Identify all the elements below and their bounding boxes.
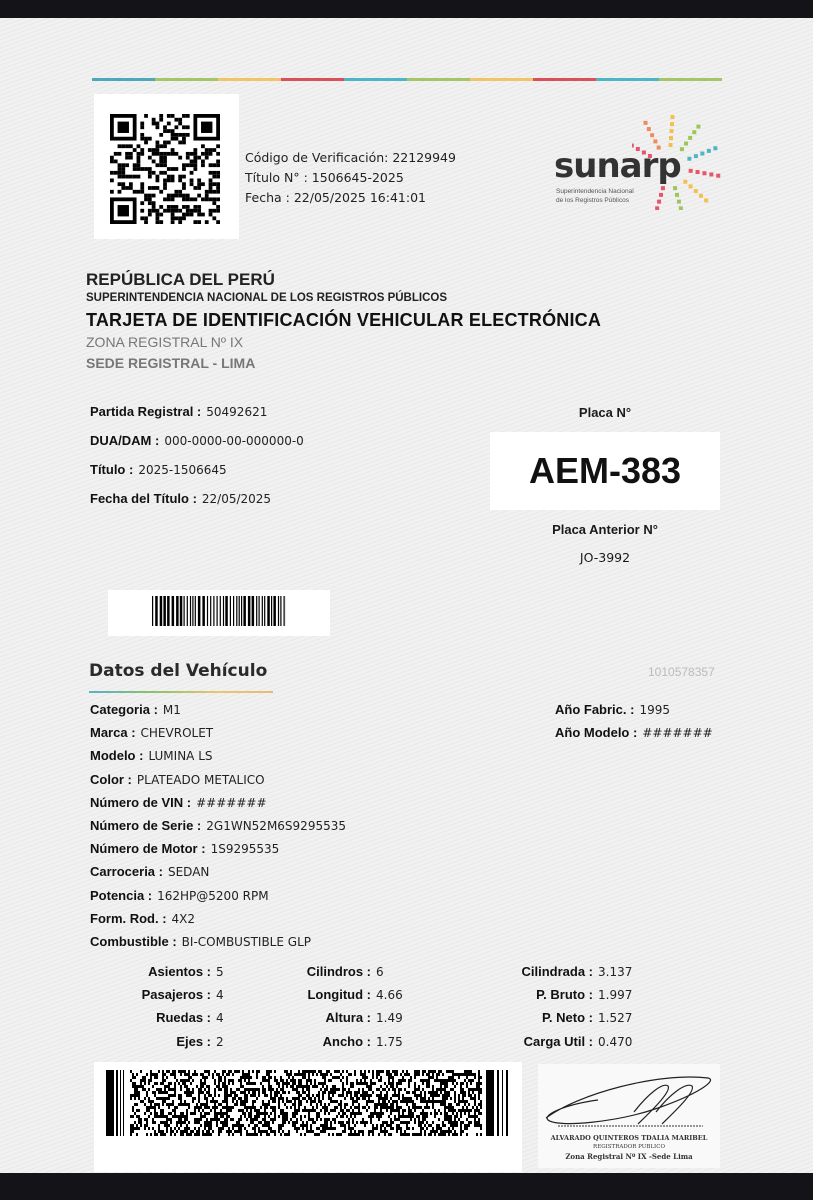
divider-segment [281,78,344,81]
field-value: M1 [162,703,181,717]
signature-icon [538,1064,720,1134]
divider-segment [533,78,596,81]
field-label: P. Neto : [541,1010,593,1026]
field-label: Longitud : [307,987,371,1003]
logo-dot [689,169,693,173]
field-row [266,1034,416,1057]
logo-dot [659,193,663,197]
logo-subtitle: Superintendencia Nacional de los Registros Públicos [556,188,634,204]
verification-code-line: Código de Verificación: 22129949 [245,150,456,165]
field-value: ####### [642,726,713,741]
field-row [90,841,346,864]
field-label: Color : [90,771,132,787]
signatory-role: REGISTRADOR PUBLICO [593,1144,665,1150]
field-label: Ancho : [322,1033,371,1049]
logo-dot [669,136,673,140]
field-label: Cilindros : [306,964,371,979]
logo-dot [709,172,713,176]
divider-segment [470,78,533,81]
field-label: Ejes : [176,1033,211,1049]
signature-block [538,1064,720,1168]
field-label: P. Bruto : [536,987,593,1003]
plate-number: AEM-383 [528,450,682,491]
field-row [555,702,713,725]
section-underline [89,691,273,693]
logo-dot [694,154,698,158]
field-value: 1.997 [598,988,633,1003]
field-value: 3.137 [598,965,633,979]
field-value: 1.49 [376,1011,403,1026]
logo-dot [679,206,683,210]
field-row [90,748,346,771]
field-label: Ruedas : [156,1010,211,1026]
field-row [90,818,346,841]
vehicle-fields [90,702,346,957]
logo-dot [673,186,677,190]
field-label: Modelo : [90,748,144,764]
logo-dot [704,198,708,202]
fecha-value: 22/05/2025 16:41:01 [293,190,426,205]
vehicle-card-document [0,18,813,1173]
year-fields [555,702,713,748]
field-row [90,888,346,911]
office-title: SEDE REGISTRAL - LIMA [86,355,256,371]
specs-col1 [96,964,276,1057]
field-row [90,911,346,934]
field-value: 6 [376,965,384,979]
verification-code: 22129949 [392,150,456,165]
field-label: Número de Motor : [90,841,206,857]
titulo-number: 1506645-2025 [311,170,404,185]
logo-dot [657,200,661,204]
logo-dot [692,130,696,134]
field-row [90,772,346,795]
logo-wordmark: sunarp [554,146,681,186]
qr-code-icon [110,114,220,224]
field-value: BI-COMBUSTIBLE GLP [181,934,311,949]
logo-dot [694,189,698,193]
field-value: 1995 [639,703,670,717]
logo-dot [675,193,679,197]
verification-info [245,148,456,208]
registry-info [90,404,304,520]
field-value: 1S9295535 [210,842,280,857]
registry-row: Partida Registral : 50492621 [90,404,268,419]
field-value: LUMINA LS [148,749,213,764]
field-row [90,934,346,957]
logo-dot [644,121,648,125]
logo-dot [696,125,700,129]
field-label: Año Modelo : [555,725,638,741]
field-row [488,1034,638,1057]
logo-dot [689,184,693,188]
bottom-black-bar [0,1173,813,1200]
logo-dot [700,152,704,156]
field-value: SEDAN [167,865,210,880]
field-label: Número de Serie : [90,817,202,833]
divider-segment [218,78,281,81]
logo-dot [707,149,711,153]
divider-segment [155,78,218,81]
field-value: PLATEADO METALICO [136,772,265,787]
divider-segment [344,78,407,81]
field-label: Número de VIN : [90,794,192,810]
field-value: 2 [216,1034,224,1049]
field-row [488,964,638,987]
field-row [96,1010,276,1033]
field-row [96,1034,276,1057]
divider-segment [92,78,155,81]
pdf417-barcode-box [94,1062,522,1172]
field-value: 1.75 [376,1034,403,1049]
field-label: Altura : [325,1010,371,1026]
logo-dot [716,174,720,178]
registry-row: Fecha del Título : 22/05/2025 [90,491,272,506]
rainbow-divider [92,78,722,81]
registry-row: Título : 2025-1506645 [90,462,227,477]
logo-dot [688,136,692,140]
logo-dot [687,157,691,161]
zone-title: ZONA REGISTRAL Nº IX [86,334,244,350]
divider-segment [659,78,722,81]
field-label: Asientos : [148,964,211,979]
field-label: Carga Util : [523,1033,593,1049]
field-value: 162HP@5200 RPM [157,888,269,903]
logo-dot [670,122,674,126]
field-value: 1.527 [598,1011,633,1026]
signatory-name: ALVARADO QUINTEROS TDALIA MARIBEL [550,1134,708,1142]
field-label: Potencia : [90,887,153,903]
top-black-bar [0,0,813,18]
field-row [90,864,346,887]
logo-dot [647,127,651,131]
divider-segment [407,78,470,81]
field-row [96,964,276,987]
field-value: 4 [216,1011,224,1026]
document-serial: 1010578357 [648,665,715,679]
section-title: Datos del Vehículo [89,661,268,681]
field-label: Carroceria : [90,864,163,880]
logo-dot [670,129,674,133]
previous-plate-label: Placa Anterior N° [552,522,658,537]
logo-dot [677,200,681,204]
field-row [90,702,346,725]
logo-dot [684,142,688,146]
field-value: CHEVROLET [140,726,214,741]
titulo-line: Título N° : 1506645-2025 [245,170,404,185]
field-value: 4.66 [376,988,403,1003]
field-value: 2G1WN52M6S9295535 [206,818,346,833]
divider-segment [596,78,659,81]
field-row [488,987,638,1010]
field-label: Combustible : [90,933,177,949]
plate-label: Placa N° [578,405,632,420]
document-title: TARJETA DE IDENTIFICACIÓN VEHICULAR ELECTRÓNICA [86,310,602,330]
logo-dot [713,146,717,150]
logo-dot [661,186,665,190]
specs-col2 [266,964,416,1057]
field-row [90,795,346,818]
barcode-icon [152,596,286,626]
specs-col3 [488,964,638,1057]
field-row [488,1010,638,1033]
field-row [555,725,713,748]
logo-dot [670,115,674,119]
field-row [96,987,276,1010]
logo-dot [699,194,703,198]
agency-title: SUPERINTENDENCIA NACIONAL DE LOS REGISTROS PÚBLICOS [86,292,448,304]
barcode-box [108,590,330,636]
qr-code-box [94,94,239,239]
logo-dot [696,170,700,174]
logo-dot [702,171,706,175]
field-value: 4X2 [171,911,196,926]
sunarp-logo [552,110,742,210]
field-label: Año Fabric. : [555,702,635,717]
field-row [266,1010,416,1033]
logo-dot [683,180,687,184]
field-value: 0.470 [598,1034,633,1049]
previous-plate-number: JO-3992 [579,550,631,565]
logo-dot [650,133,654,137]
registry-row: DUA/DAM : 000-0000-00-000000-0 [90,433,304,448]
field-label: Marca : [90,725,136,741]
field-label: Cilindrada : [521,964,593,979]
field-row [266,987,416,1010]
signatory-office: Zona Registral Nº IX -Sede Lima [565,1152,693,1161]
field-value: 4 [216,988,224,1003]
logo-dot [655,206,659,210]
field-value: 5 [216,965,224,979]
field-value: ####### [196,795,267,810]
field-label: Form. Rod. : [90,910,167,926]
field-label: Pasajeros : [141,987,211,1003]
country-title: REPÚBLICA DEL PERÚ [86,270,275,289]
logo-dot [653,139,657,143]
field-label: Categoria : [90,702,158,717]
fecha-line: Fecha : 22/05/2025 16:41:01 [245,190,426,205]
plate-box [490,432,720,510]
pdf417-barcode-icon [106,1070,510,1136]
field-row [266,964,416,987]
field-row [90,725,346,748]
